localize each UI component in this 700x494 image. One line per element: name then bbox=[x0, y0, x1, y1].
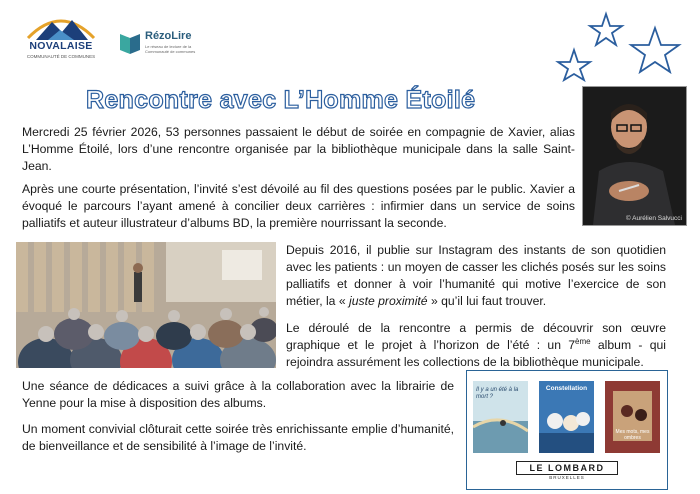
page-title: Rencontre avec L’Homme Étoilé bbox=[86, 86, 476, 114]
publisher-logo: LE LOMBARD bbox=[516, 461, 618, 475]
paragraph-dedications: Une séance de dédicaces a suivi grâce à la collaboration avec la librairie de Yenne pour la mise à disposition des albums. bbox=[22, 379, 454, 410]
novalaise-logo bbox=[22, 10, 100, 62]
paragraph-project bbox=[286, 320, 666, 371]
book-cover-2 bbox=[539, 381, 594, 453]
paragraph-project-end: album - qui rejoindra assurément les collections de la bibliothèque municipale. bbox=[286, 338, 666, 369]
novalaise-subtitle: COMMUNAUTÉ DE COMMUNES bbox=[26, 54, 96, 59]
book1-title: Il y a un été à la mort ? bbox=[476, 387, 519, 400]
paragraph-instagram-italic: juste proximité bbox=[349, 294, 428, 308]
mountain-logo-icon bbox=[22, 10, 100, 42]
paragraph-conclusion: Un moment convivial clôturait cette soirée très enrichissante emplie d’humanité, de bienveillance et de sensibilité à l’image de l’invité. bbox=[22, 422, 454, 453]
rezolire-logo bbox=[118, 30, 198, 60]
publisher-city: BRUXELLES bbox=[549, 475, 585, 480]
paragraph-instagram bbox=[286, 242, 666, 310]
paragraph-project-sup: ème bbox=[575, 336, 591, 346]
book-logo-icon bbox=[118, 30, 142, 56]
paragraph-presentation: Après une courte présentation, l’invité s’est dévoilé au fil des questions posées par le public. Xavier a évoqué le parcours l’ayant amené à concilier deux carrières : infirmier dans un service de soins palliatifs et auteur illustrateur d’albums BD, la première nourrissant la seconde. bbox=[22, 182, 575, 230]
books-panel bbox=[466, 370, 668, 490]
book-cover-1 bbox=[473, 381, 528, 453]
paragraph-instagram-end: » qu’il lui faut trouver. bbox=[427, 294, 547, 308]
paragraph-instagram-start: Depuis 2016, il publie sur Instagram des instants de son quotidien avec les patients : un moyen de casser les clichés posés sur les soins palliatifs et donner à voir l’humanité qui motive l’exercice de son métier, la « bbox=[286, 243, 666, 308]
portrait-image bbox=[583, 87, 686, 225]
audience-photo-image bbox=[16, 242, 276, 368]
book2-title: Constellation bbox=[545, 385, 588, 392]
book3-title: Mes mots, mes ombres bbox=[615, 429, 650, 441]
author-portrait bbox=[582, 86, 687, 226]
rezolire-name: RézoLire bbox=[145, 30, 192, 42]
paragraph-project-start: Le déroulé de la rencontre a permis de découvrir son œuvre graphique et le projet à l’horizon de l’été : un 7 bbox=[286, 321, 666, 352]
novalaise-name: NOVALAISE bbox=[29, 40, 93, 52]
stars-decoration-icon bbox=[552, 10, 692, 90]
portrait-credit: © Aurélien Salvucci bbox=[625, 215, 682, 222]
audience-photo bbox=[16, 242, 276, 368]
paragraph-intro: Mercredi 25 février 2026, 53 personnes passaient le début de soirée en compagnie de Xavier, alias L’Homme Étoilé, lors d’une rencontre organisée par la bibliothèque municipale dans la salle Saint-Jean. bbox=[22, 125, 575, 173]
rezolire-subtitle: Le réseau de lecture de la Communauté de communes bbox=[145, 44, 196, 54]
book-cover-3 bbox=[605, 381, 660, 453]
